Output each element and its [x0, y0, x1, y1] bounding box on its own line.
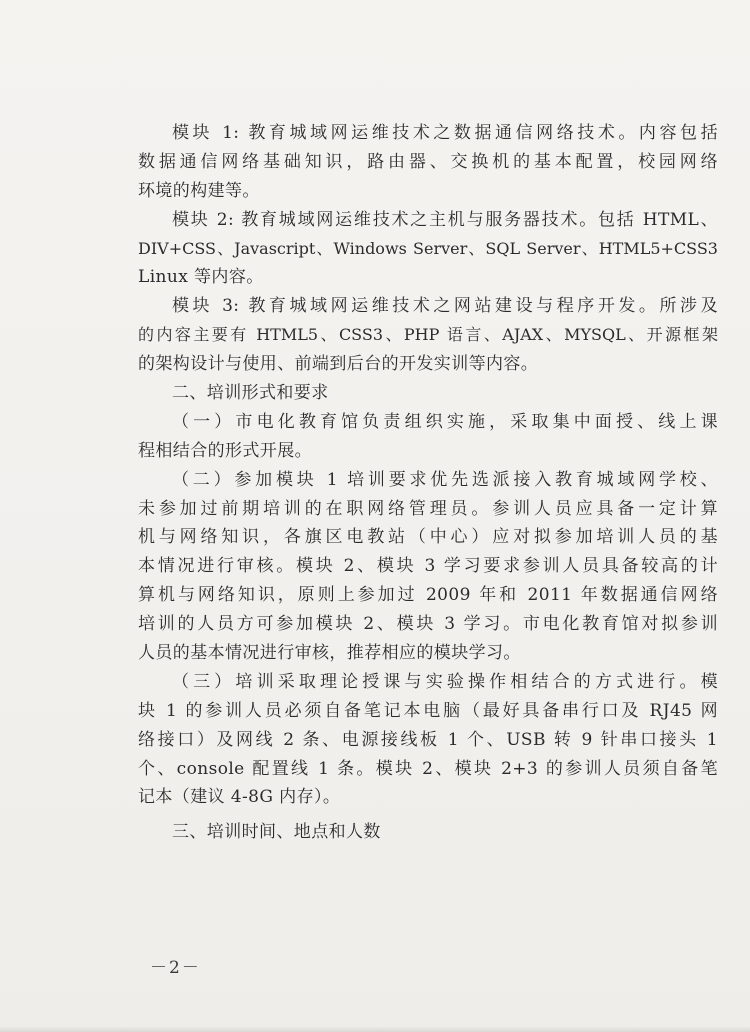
- module-1-line-2: 数据通信网络基础知识，路由器、交换机的基本配置，校园网络: [138, 151, 718, 172]
- item-2-line-7: 人员的基本情况进行审核，推荐相应的模块学习。: [138, 643, 521, 664]
- module-2-line-3: Linux 等内容。: [138, 267, 264, 288]
- module-3-line-3: 的架构设计与使用、前端到后台的开发实训等内容。: [138, 354, 539, 375]
- section-heading-3: 三、培训时间、地点和人数: [172, 822, 381, 843]
- module-1-line-1: 模块 1: 教育城域网运维技术之数据通信网络技术。内容包括: [172, 123, 718, 143]
- item-2-line-4: 本情况进行审核。模块 2、模块 3 学习要求参训人员具备较高的计: [138, 556, 718, 577]
- module-3-line-1: 模块 3: 教育城域网运维技术之网站建设与程序开发。所涉及: [172, 296, 718, 317]
- module-2-line-2: DIV+CSS、Javascript、Windows Server、SQL Server、HTML5+CSS3: [138, 238, 718, 258]
- item-2-line-5: 算机与网络知识，原则上参加过 2009 年和 2011 年数据通信网络: [138, 585, 718, 606]
- item-3-line-2: 块 1 的参训人员必须自备笔记本电脑（最好具备串行口及 RJ45 网: [138, 700, 718, 721]
- item-2-line-6: 培训的人员方可参加模块 2、模块 3 学习。市电化教育馆对拟参训: [138, 614, 718, 635]
- module-1-line-3: 环境的构建等。: [138, 180, 260, 201]
- item-1-line-2: 程相结合的形式开展。: [138, 440, 312, 461]
- section-heading-2: 二、培训形式和要求: [172, 383, 329, 404]
- item-2-line-3: 机与网络知识，各旗区电教站（中心）应对拟参加培训人员的基: [138, 527, 718, 548]
- item-3-line-3: 络接口）及网线 2 条、电源接线板 1 个、USB 转 9 针串口接头 1: [138, 729, 718, 750]
- item-2-line-2: 未参加过前期培训的在职网络管理员。参训人员应具备一定计算: [138, 498, 718, 519]
- item-2-line-1: （二）参加模块 1 培训要求优先选派接入教育城域网学校、: [172, 469, 718, 490]
- module-3-line-2: 的内容主要有 HTML5、CSS3、PHP 语言、AJAX、MYSQL、开源框架: [138, 325, 718, 345]
- page-bottom-edge: [0, 1026, 750, 1032]
- item-3-line-4: 个、console 配置线 1 条。模块 2、模块 2+3 的参训人员须自备笔: [138, 758, 718, 779]
- item-3-line-5: 记本（建议 4-8G 内存）。: [138, 787, 341, 808]
- item-3-line-1: （三）培训采取理论授课与实验操作相结合的方式进行。模: [172, 671, 718, 692]
- module-2-line-1: 模块 2: 教育城域网运维技术之主机与服务器技术。包括 HTML、: [172, 209, 718, 230]
- item-1-line-1: （一）市电化教育馆负责组织实施，采取集中面授、线上课: [172, 411, 718, 432]
- document-body: [138, 119, 718, 847]
- page-number: －2－: [150, 958, 201, 978]
